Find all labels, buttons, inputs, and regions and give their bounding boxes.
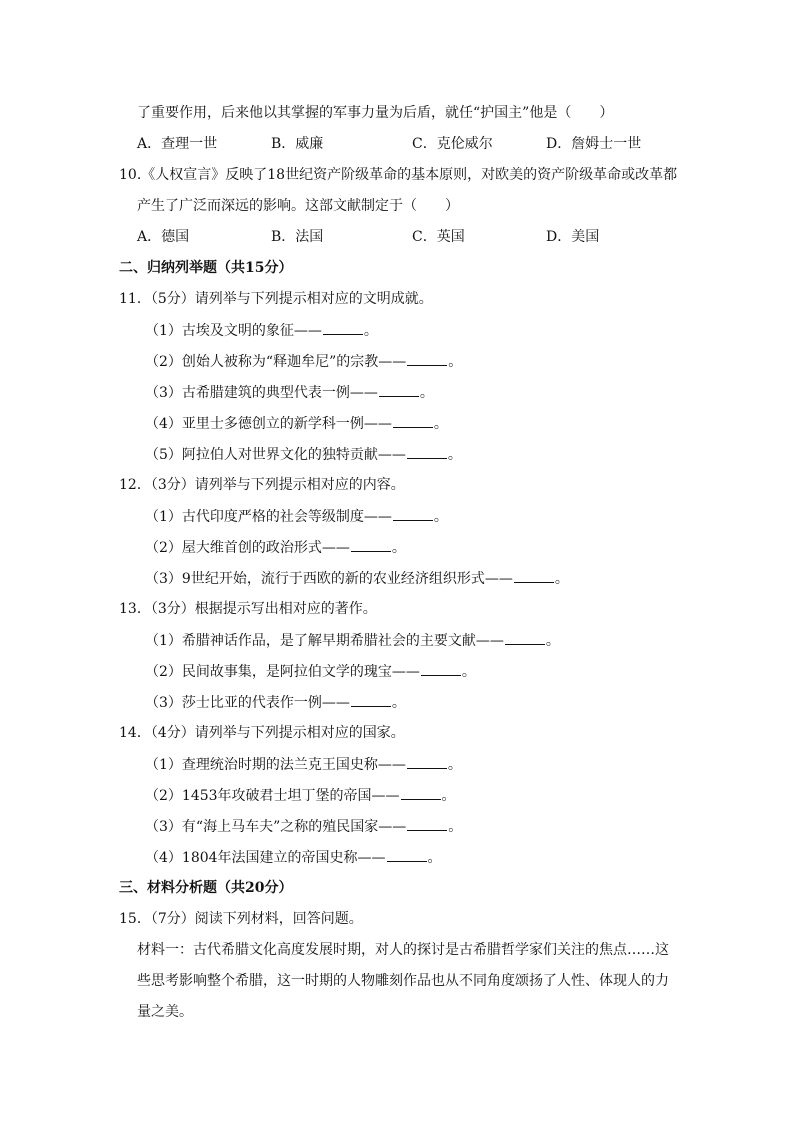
- answer-blank[interactable]: [351, 537, 391, 552]
- q14-item-4: （4）1804年法国建立的帝国史称—— 。: [145, 847, 442, 868]
- q10-option-a: A．德国: [137, 229, 190, 245]
- q11-item-1: （1）古埃及文明的象征—— 。: [145, 320, 378, 341]
- answer-blank[interactable]: [505, 630, 545, 645]
- q9-option-a: A．查理一世: [137, 136, 218, 152]
- q10-stem-line2: 产生了广泛而深远的影响。这部文献制定于（ ）: [137, 198, 459, 214]
- answer-blank[interactable]: [514, 568, 554, 583]
- answer-blank[interactable]: [407, 816, 447, 831]
- answer-blank[interactable]: [351, 692, 391, 707]
- q14-item-2: （2）1453年攻破君士坦丁堡的帝国—— 。: [145, 785, 456, 806]
- q14-item-3: （3）有“海上马车夫”之称的殖民国家—— 。: [145, 816, 462, 837]
- q9-option-b: B．威廉: [271, 136, 324, 152]
- q10-option-d: D．美国: [546, 229, 600, 245]
- q15-material-line2: 些思考影响整个希腊，这一时期的人物雕刻作品也从不同角度颂扬了人性、体现人的力: [137, 973, 669, 989]
- answer-blank[interactable]: [323, 320, 363, 335]
- answer-blank[interactable]: [407, 754, 447, 769]
- q11-stem: 11．（5分）请列举与下列提示相对应的文明成就。: [119, 291, 433, 307]
- q13-item-1: （1）希腊神话作品，是了解早期希腊社会的主要文献—— 。: [145, 630, 560, 651]
- q12-stem: 12．（3分）请列举与下列提示相对应的内容。: [119, 477, 405, 493]
- q15-stem: 15．（7分）阅读下列材料，回答问题。: [119, 911, 363, 927]
- answer-blank[interactable]: [393, 506, 433, 521]
- answer-blank[interactable]: [379, 382, 419, 397]
- section-2-heading: 二、归纳列举题（共15分）: [119, 260, 293, 276]
- q9-option-c: C．克伦威尔: [412, 136, 493, 152]
- q11-item-5: （5）阿拉伯人对世界文化的独特贡献—— 。: [145, 444, 462, 465]
- q9-option-d: D．詹姆士一世: [546, 136, 642, 152]
- answer-blank[interactable]: [387, 847, 427, 862]
- q11-item-2: （2）创始人被称为“释迦牟尼”的宗教—— 。: [145, 351, 462, 372]
- section-3-heading: 三、材料分析题（共20分）: [119, 880, 293, 896]
- q12-item-3: （3）9世纪开始，流行于西欧的新的农业经济组织形式—— 。: [145, 568, 569, 589]
- q12-item-1: （1）古代印度严格的社会等级制度—— 。: [145, 506, 448, 527]
- answer-blank[interactable]: [407, 351, 447, 366]
- q13-item-3: （3）莎士比亚的代表作一例—— 。: [145, 692, 406, 713]
- q11-item-4: （4）亚里士多德创立的新学科一例—— 。: [145, 413, 448, 434]
- answer-blank[interactable]: [421, 661, 461, 676]
- q10-option-b: B．法国: [271, 229, 324, 245]
- q9-stem-continuation: 了重要作用，后来他以其掌握的军事力量为后盾，就任“护国主”他是（ ）: [137, 105, 614, 121]
- answer-blank[interactable]: [401, 785, 441, 800]
- answer-blank[interactable]: [393, 413, 433, 428]
- q14-item-1: （1）查理统治时期的法兰克王国史称—— 。: [145, 754, 462, 775]
- q13-item-2: （2）民间故事集，是阿拉伯文学的瑰宝—— 。: [145, 661, 476, 682]
- q12-item-2: （2）屋大维首创的政治形式—— 。: [145, 537, 406, 558]
- q15-material-line1: 材料一：古代希腊文化高度发展时期，对人的探讨是古希腊哲学家们关注的焦点……这: [137, 942, 669, 958]
- q14-stem: 14．（4分）请列举与下列提示相对应的国家。: [119, 725, 405, 741]
- q11-item-3: （3）古希腊建筑的典型代表一例—— 。: [145, 382, 434, 403]
- q13-stem: 13．（3分）根据提示写出相对应的著作。: [119, 601, 377, 617]
- q15-material-line3: 量之美。: [137, 1004, 193, 1020]
- answer-blank[interactable]: [407, 444, 447, 459]
- q10-stem-line1: 10.《人权宣言》反映了18世纪资产阶级革命的基本原则，对欧美的资产阶级革命或改革都: [119, 167, 678, 183]
- q10-option-c: C．英国: [412, 229, 465, 245]
